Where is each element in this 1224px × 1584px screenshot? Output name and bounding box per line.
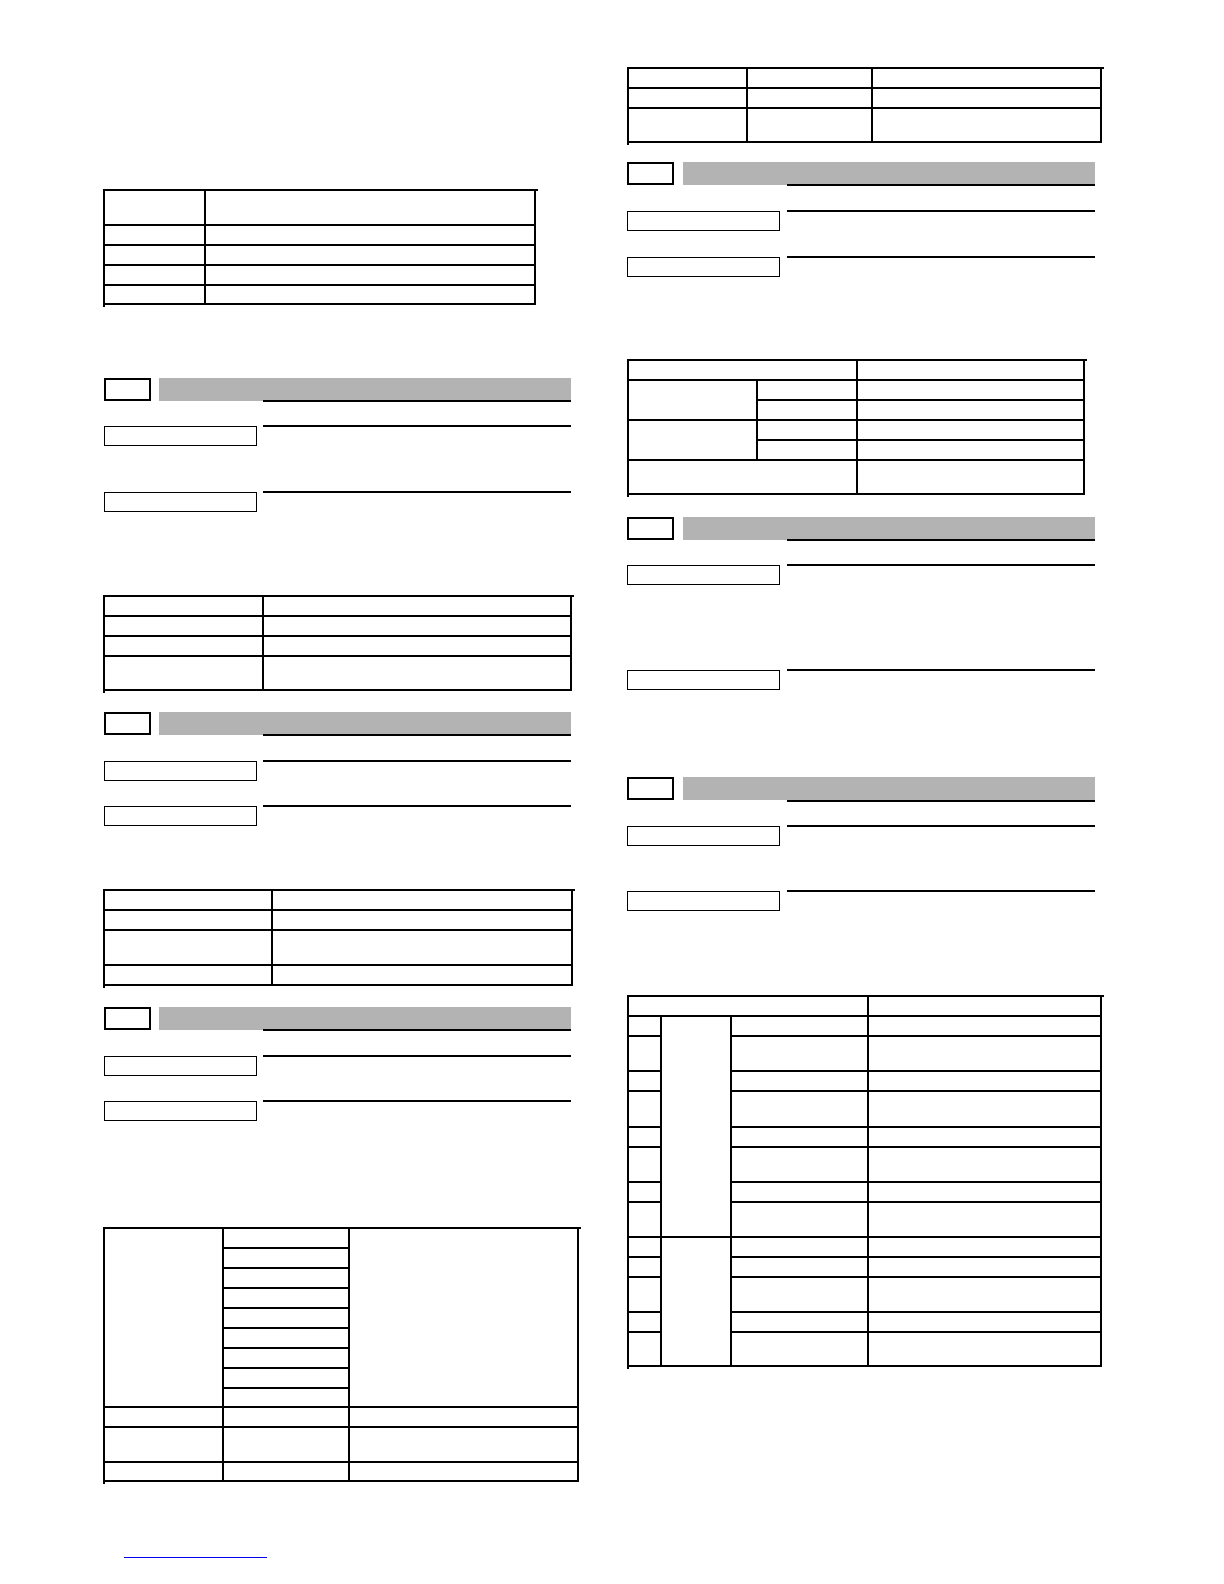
table-7 [627,995,1104,1369]
field-rule [787,256,1095,258]
table-cell [629,109,748,143]
table-cell [105,1428,224,1463]
table-cell [869,1278,1102,1313]
table-cell [869,1037,1102,1072]
table-cell [869,1183,1102,1203]
section-rule [263,1029,571,1031]
field-rule [263,760,571,762]
table-cell [758,441,858,461]
table-cell [869,1017,1102,1037]
table-cell [869,1203,1102,1238]
table-cell [869,1333,1102,1367]
table-cell [350,1428,579,1463]
table-cell [629,1278,662,1313]
field-rule [263,805,571,807]
table-cell [224,1249,350,1269]
field-rule [787,825,1095,827]
label-box [627,891,780,911]
table-4 [103,1227,581,1484]
section-number-box [627,162,674,185]
label-box [627,257,780,277]
table-cell [105,617,264,637]
table-cell [350,1229,579,1408]
table-2 [103,595,574,693]
section-number-box [627,517,674,540]
table-cell [105,226,206,246]
table-cell [105,966,273,986]
table-6 [627,359,1087,497]
table-cell [732,1278,869,1313]
table-cell [629,1238,662,1258]
table-cell [662,1238,732,1367]
table-cell [629,1017,662,1037]
label-box [104,1056,257,1076]
table-cell [629,361,858,381]
section-number-box [104,378,151,401]
table-cell [629,1183,662,1203]
table-cell [350,1408,579,1428]
table-cell [629,997,869,1017]
table-cell [732,1203,869,1238]
table-cell [629,381,758,421]
section-title-bar [159,378,571,401]
table-cell [105,657,264,691]
table-cell [869,1238,1102,1258]
table-cell [629,1258,662,1278]
table-cell [224,1463,350,1482]
section-number-box [104,712,151,735]
table-cell [224,1309,350,1329]
table-cell [869,1258,1102,1278]
table-cell [264,617,572,637]
table-3 [103,889,575,988]
field-rule [787,210,1095,212]
table-cell [105,1408,224,1428]
table-cell [732,1258,869,1278]
table-cell [224,1428,350,1463]
table-cell [732,1072,869,1092]
label-box [104,761,257,781]
table-cell [758,401,858,421]
label-box [627,826,780,846]
table-cell [264,597,572,617]
table-cell [105,637,264,657]
section-title-bar [683,162,1095,185]
table-cell [629,1148,662,1183]
table-cell [858,401,1085,421]
field-rule [787,669,1095,671]
table-cell [224,1289,350,1309]
table-1 [103,189,538,307]
table-cell [206,191,536,226]
field-rule [787,890,1095,892]
section-title-bar [683,777,1095,800]
table-cell [629,1128,662,1148]
table-cell [224,1408,350,1428]
table-cell [732,1183,869,1203]
table-cell [858,461,1085,495]
field-rule [787,564,1095,566]
section-rule [263,734,571,736]
table-cell [105,891,273,911]
table-cell [732,1148,869,1183]
table-cell [732,1092,869,1128]
table-cell [224,1269,350,1289]
table-cell [629,1333,662,1367]
table-cell [869,1092,1102,1128]
table-cell [629,1313,662,1333]
table-cell [858,361,1085,381]
label-box [104,492,257,512]
table-cell [264,657,572,691]
table-cell [206,226,536,246]
table-5 [627,67,1104,145]
field-rule [263,1100,571,1102]
table-cell [105,266,206,286]
table-cell [869,1313,1102,1333]
table-cell [858,381,1085,401]
table-cell [105,597,264,617]
table-cell [273,891,573,911]
table-cell [732,1238,869,1258]
section-number-box [104,1007,151,1030]
label-box [627,211,780,231]
table-cell [629,461,858,495]
table-cell [224,1389,350,1408]
table-cell [629,1203,662,1238]
table-cell [869,1148,1102,1183]
table-cell [858,421,1085,441]
field-rule [263,425,571,427]
table-cell [758,421,858,441]
label-box [104,806,257,826]
table-cell [732,1017,869,1037]
table-cell [869,1128,1102,1148]
section-rule [263,400,571,402]
table-cell [629,421,758,461]
table-cell [732,1037,869,1072]
table-cell [105,911,273,931]
field-rule [263,491,571,493]
table-cell [224,1229,350,1249]
table-cell [105,1463,224,1482]
table-cell [629,1092,662,1128]
section-rule [787,539,1095,541]
table-cell [105,246,206,266]
label-box [104,426,257,446]
table-cell [105,191,206,226]
table-cell [224,1329,350,1349]
table-cell [273,966,573,986]
section-rule [787,184,1095,186]
table-cell [629,1072,662,1092]
table-cell [748,109,873,143]
section-title-bar [159,1007,571,1030]
table-cell [105,286,206,305]
table-cell [206,246,536,266]
table-cell [273,931,573,966]
table-cell [629,69,748,89]
section-title-bar [683,517,1095,540]
table-cell [873,89,1102,109]
table-cell [869,1072,1102,1092]
section-title-bar [159,712,571,735]
table-cell [224,1349,350,1369]
table-cell [264,637,572,657]
table-cell [629,1037,662,1072]
table-cell [224,1369,350,1389]
footer-link[interactable] [124,1557,267,1558]
table-cell [732,1313,869,1333]
table-cell [758,381,858,401]
label-box [627,670,780,690]
table-cell [873,69,1102,89]
table-cell [873,109,1102,143]
table-cell [350,1463,579,1482]
table-cell [748,89,873,109]
table-cell [732,1333,869,1367]
table-cell [105,1229,224,1408]
section-number-box [627,777,674,800]
table-cell [662,1017,732,1238]
table-cell [732,1128,869,1148]
table-cell [629,89,748,109]
table-cell [869,997,1102,1017]
label-box [627,565,780,585]
table-cell [273,911,573,931]
section-rule [787,800,1095,802]
table-cell [105,931,273,966]
table-cell [206,266,536,286]
table-cell [748,69,873,89]
table-cell [858,441,1085,461]
table-cell [206,286,536,305]
label-box [104,1101,257,1121]
field-rule [263,1055,571,1057]
